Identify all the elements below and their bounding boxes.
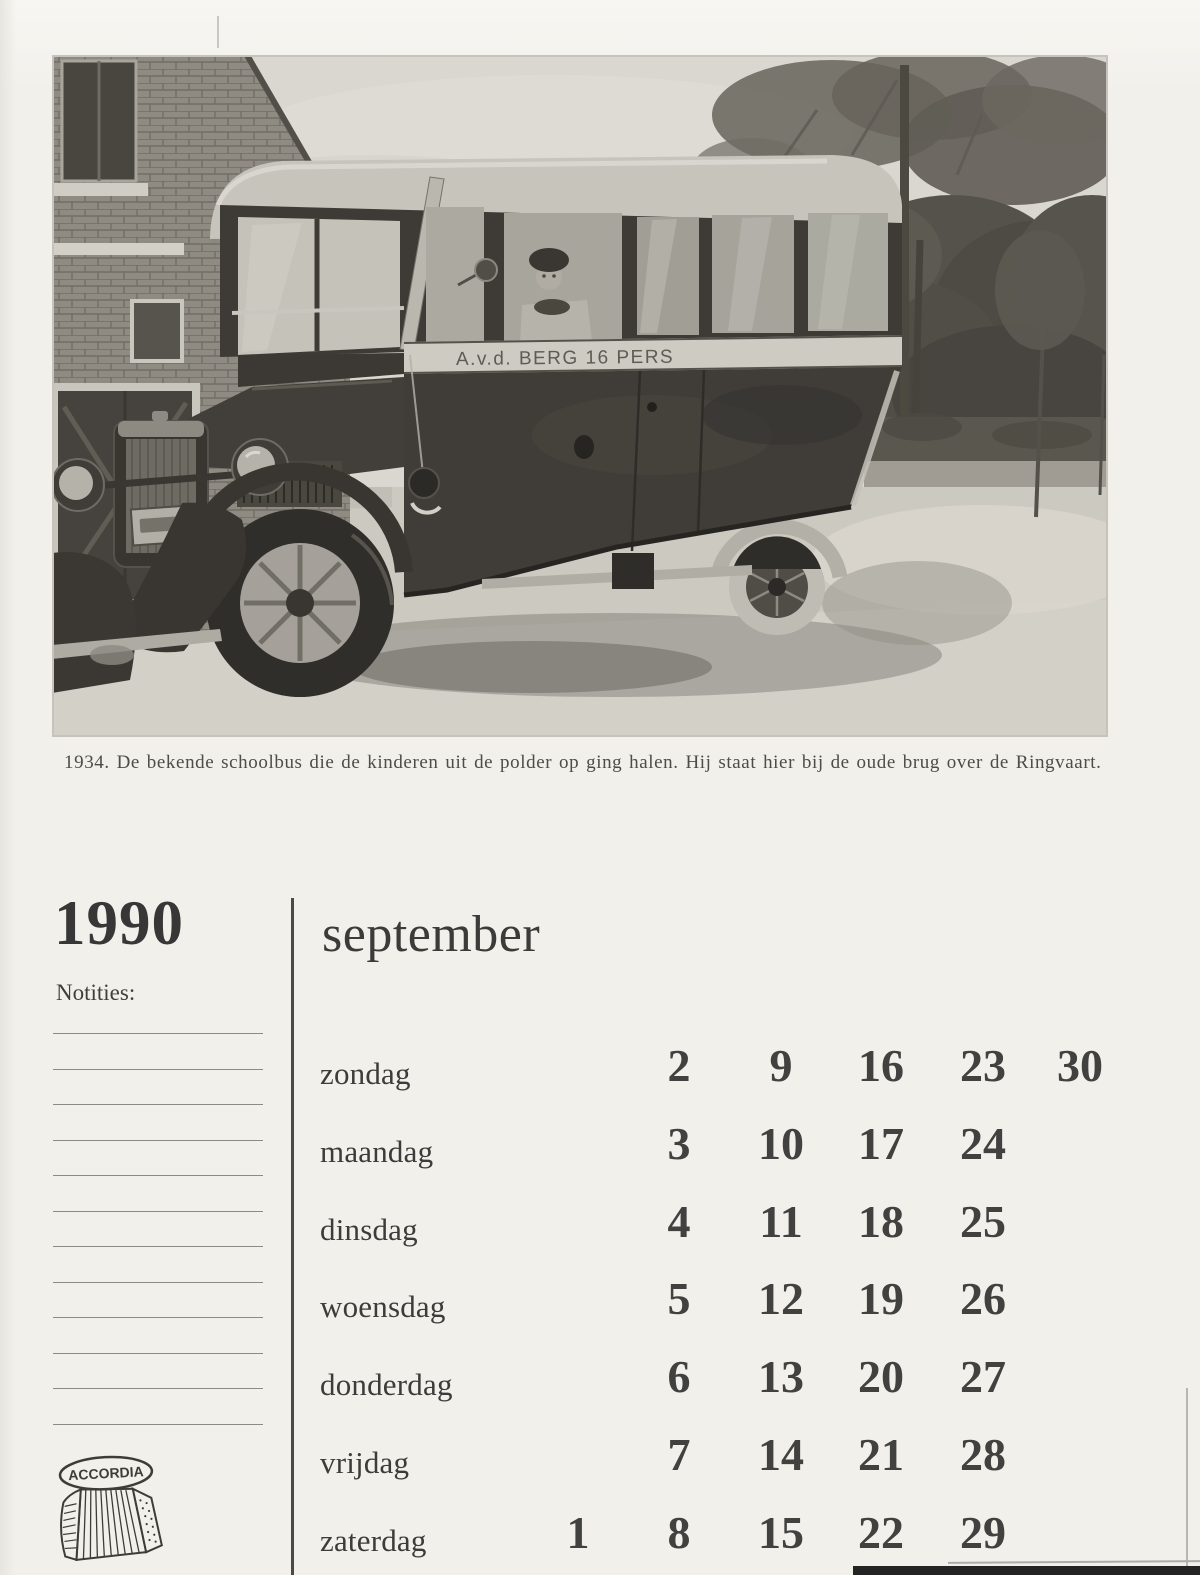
date-cell: 16 <box>858 1040 904 1091</box>
date-cell: 19 <box>858 1273 904 1325</box>
date-cell: 21 <box>858 1429 904 1480</box>
year-heading: 1990 <box>54 888 184 958</box>
table-edge-shadow <box>853 1566 1200 1575</box>
date-cell: 17 <box>858 1117 904 1169</box>
calendar-row <box>0 1265 1200 1329</box>
date-cell: 30 <box>1057 1040 1103 1091</box>
driver-cap <box>529 248 569 272</box>
logo-text: ACCORDIA <box>67 1463 145 1484</box>
hedge <box>864 413 1108 487</box>
date-cell: 5 <box>667 1273 691 1325</box>
date-cell: 27 <box>960 1351 1006 1403</box>
day-label: woensdag <box>320 1289 446 1325</box>
calendar-row <box>0 1188 1200 1252</box>
note-line <box>53 1175 263 1176</box>
photo <box>52 55 1108 737</box>
date-cell: 14 <box>758 1429 804 1480</box>
notes-label: Notities: <box>56 980 136 1005</box>
day-label: maandag <box>320 1133 434 1169</box>
day-label: dinsdag <box>320 1211 418 1247</box>
page-edge-highlight <box>948 1560 1200 1564</box>
calendar-row <box>0 1343 1200 1407</box>
date-cell: 25 <box>960 1195 1006 1247</box>
calendar-row <box>0 1110 1200 1174</box>
accordion-icon <box>57 1454 162 1560</box>
accordia-logo <box>50 1452 170 1575</box>
date-cell: 9 <box>769 1040 793 1091</box>
date-cell: 28 <box>960 1429 1006 1480</box>
date-cell: 12 <box>758 1273 804 1325</box>
day-label: donderdag <box>320 1367 453 1403</box>
page-edge <box>1186 1388 1188 1575</box>
date-cell: 8 <box>667 1506 691 1558</box>
step <box>612 553 654 589</box>
date-cell: 1 <box>566 1506 590 1558</box>
calendar-row <box>0 1032 1200 1096</box>
rear-wheel <box>729 536 825 635</box>
date-cell: 26 <box>960 1273 1006 1325</box>
bus-side-text: A.v.d. BERG 16 PERS <box>455 346 675 370</box>
date-cell: 15 <box>758 1506 804 1558</box>
date-cell: 2 <box>667 1040 691 1091</box>
door-handle <box>647 402 657 412</box>
side-window <box>132 301 182 361</box>
headlamp-left <box>52 459 104 511</box>
date-cell: 23 <box>960 1040 1006 1091</box>
date-cell: 13 <box>758 1351 804 1403</box>
date-cell: 24 <box>960 1117 1006 1169</box>
calendar-row <box>0 1421 1200 1485</box>
month-heading: september <box>322 906 541 963</box>
driver-window <box>504 213 622 343</box>
side-windows <box>637 213 888 335</box>
calendar-row <box>0 1499 1200 1563</box>
scan-scratch <box>217 16 219 48</box>
date-cell: 11 <box>759 1195 803 1247</box>
note-line <box>53 1104 263 1105</box>
photo-caption: 1934. De bekende schoolbus die de kinderen uit de polder op ging halen. Hij staat hier bij de oude brug over de Ringvaart. <box>64 752 1102 773</box>
date-cell: 29 <box>960 1506 1006 1558</box>
date-cell: 7 <box>667 1429 691 1480</box>
date-cell: 22 <box>858 1506 904 1558</box>
day-label: vrijdag <box>320 1445 410 1480</box>
date-cell: 18 <box>858 1195 904 1247</box>
day-label: zaterdag <box>320 1522 427 1558</box>
date-cell: 20 <box>858 1351 904 1403</box>
date-cell: 4 <box>667 1195 691 1247</box>
photo-illustration <box>52 55 1108 737</box>
side-lamp <box>409 468 439 498</box>
windshield <box>232 217 404 355</box>
date-cell: 10 <box>758 1117 804 1169</box>
date-cell: 6 <box>667 1351 691 1403</box>
day-label: zondag <box>320 1056 411 1091</box>
date-cell: 3 <box>667 1117 691 1169</box>
